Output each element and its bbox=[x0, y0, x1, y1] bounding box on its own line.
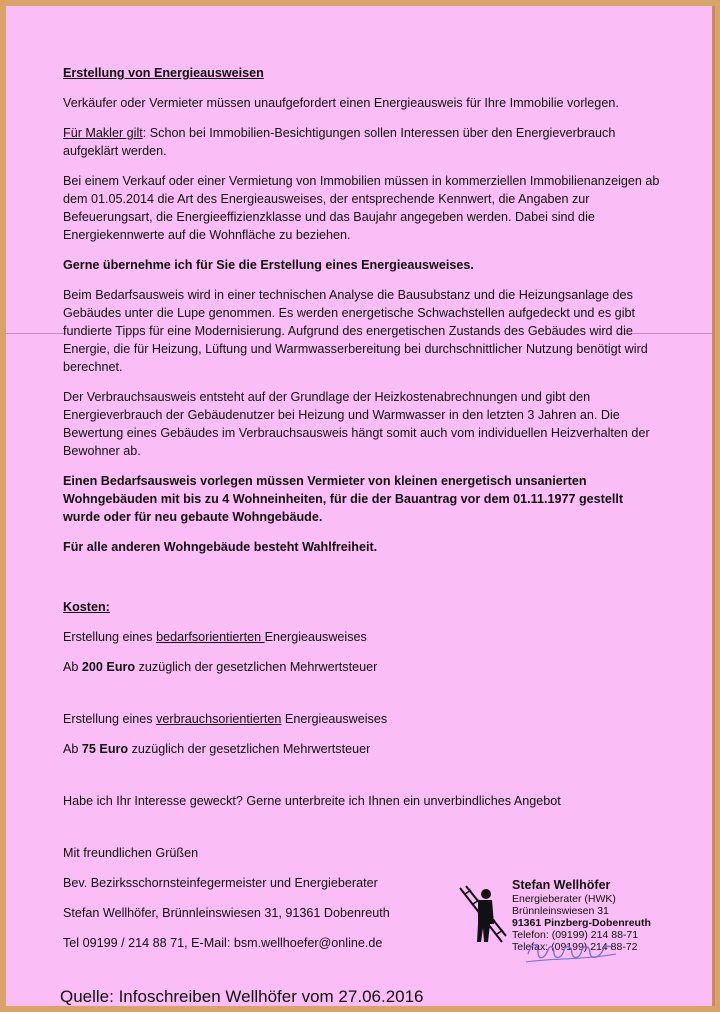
company-stamp bbox=[456, 878, 706, 973]
scan-smudge bbox=[6, 333, 66, 334]
paragraph-7: Einen Bedarfsausweis vorlegen müssen Vermieter von kleinen energetisch unsanierten Wohngebäuden mit bis zu 4 Wohneinheiten, für die der Bauantrag vor dem 01.11.1977 gestellt wurde oder für neu gebaute Wohngebäude. bbox=[63, 474, 624, 524]
cost-text: Ab bbox=[63, 742, 82, 756]
kosten-heading: Kosten: bbox=[63, 600, 110, 614]
cost-text: Erstellung eines bbox=[63, 630, 157, 644]
cost-line-1 bbox=[63, 628, 663, 646]
cost-text: zuzüglich der gesetzlichen Mehrwertsteuer bbox=[128, 742, 371, 756]
letter-page bbox=[6, 6, 715, 1006]
price: 75 Euro bbox=[81, 742, 129, 756]
stamp-line: Energieberater (HWK) bbox=[512, 893, 616, 905]
cost-text: zuzüglich der gesetzlichen Mehrwertsteuer bbox=[135, 660, 378, 674]
signature-line-2: Stefan Wellhöfer, Brünnleinswiesen 31, 91361 Dobenreuth bbox=[63, 906, 390, 920]
cost-type: verbrauchsorientierten bbox=[156, 712, 282, 726]
letter-body bbox=[63, 64, 663, 964]
cost-line-3 bbox=[63, 710, 663, 728]
paragraph-4: Gerne übernehme ich für Sie die Erstellung eines Energieausweises. bbox=[63, 258, 474, 272]
greeting: Mit freundlichen Grüßen bbox=[63, 846, 199, 860]
cost-text: Ab bbox=[63, 660, 82, 674]
paragraph-3: Bei einem Verkauf oder einer Vermietung von Immobilien müssen in kommerziellen Immobilienanzeigen ab dem 01.05.2014 die Art des Energieausweises, der entsprechende Kennwert, die Angaben zur Befeuerungsart, die Energieeffizienzklasse und das Baujahr angegeben werden. Dabei sind die Energiekennwerte auf die Wohnfläche zu beziehen. bbox=[63, 174, 660, 242]
stamp-line: Telefax: (09199) 214 88-72 bbox=[512, 941, 638, 953]
stamp-line: Brünnleinswiesen 31 bbox=[512, 905, 609, 917]
signature-line-1: Bev. Bezirksschornsteinfegermeister und Energieberater bbox=[63, 876, 378, 890]
makler-text: : Schon bei Immobilien-Besichtigungen sollen Interessen über den Energieverbrauch aufgeklärt werden. bbox=[63, 126, 616, 158]
source-caption: Quelle: Infoschreiben Wellhöfer vom 27.06.2016 bbox=[60, 987, 424, 1006]
stamp-name: Stefan Wellhöfer bbox=[512, 878, 611, 892]
makler-label: Für Makler gilt bbox=[63, 126, 143, 140]
stamp-line: Telefon: (09199) 214 88-71 bbox=[512, 929, 639, 941]
paragraph-2 bbox=[63, 124, 663, 160]
cost-type: bedarfsorientierten bbox=[156, 630, 265, 644]
paragraph-5: Beim Bedarfsausweis wird in einer technischen Analyse die Bausubstanz und die Heizungsanlage des Gebäudes unter die Lupe genommen. Es werden energetische Schwachstellen aufgedeckt und es gibt fundierte Tipps für eine Modernisierung. Aufgrund des energetischen Zustands des Gebäudes wird die Energie, die für Heizung, Lüftung und Warmwasserbereitung bei durchschnittlicher Nutzung benötigt wird berechnet. bbox=[63, 288, 648, 374]
paragraph-1: Verkäufer oder Vermieter müssen unaufgefordert einen Energieausweis für Ihre Immobilie vorlegen. bbox=[63, 96, 619, 110]
heading: Erstellung von Energieausweisen bbox=[63, 66, 264, 80]
cost-text: Energieausweises bbox=[281, 712, 388, 726]
cost-line-2 bbox=[63, 658, 663, 676]
cost-text: Energieausweises bbox=[264, 630, 367, 644]
handwritten-signature bbox=[522, 936, 622, 966]
stamp-line: 91361 Pinzberg-Dobenreuth bbox=[512, 917, 651, 929]
paragraph-6: Der Verbrauchsausweis entsteht auf der Grundlage der Heizkostenabrechnungen und gibt den Energieverbrauch der Gebäudenutzer bei Heizung und Warmwasser in den letzten 3 Jahren an. Die Bewertung eines Gebäudes im Verbrauchsausweis hängt somit auch vom individuellen Heizverhalten der Bewohner ab. bbox=[63, 390, 650, 458]
cost-text: Erstellung eines bbox=[63, 712, 157, 726]
offer-line: Habe ich Ihr Interesse geweckt? Gerne unterbreite ich Ihnen ein unverbindliches Angebot bbox=[63, 794, 561, 808]
price: 200 Euro bbox=[81, 660, 136, 674]
cost-line-4 bbox=[63, 740, 663, 758]
paragraph-8: Für alle anderen Wohngebäude besteht Wahlfreiheit. bbox=[63, 540, 378, 554]
signature-line-3: Tel 09199 / 214 88 71, E-Mail: bsm.wellhoefer@online.de bbox=[63, 936, 383, 950]
chimney-sweep-icon bbox=[456, 884, 508, 946]
